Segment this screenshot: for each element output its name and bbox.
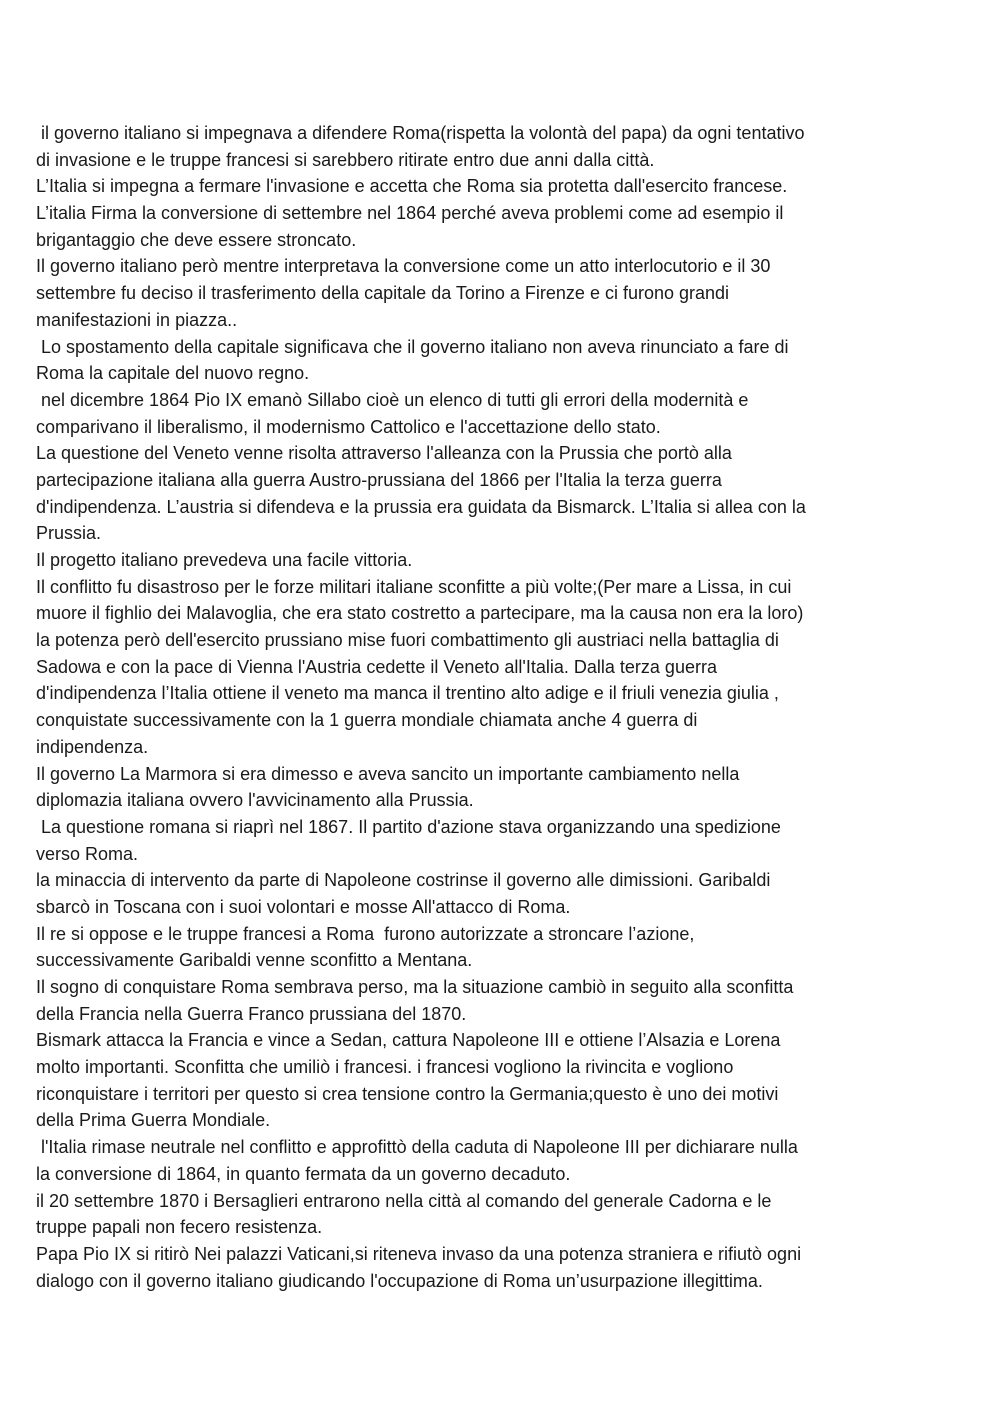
text-line: della Francia nella Guerra Franco prussiana del 1870. (36, 1003, 467, 1024)
text-line: Lo spostamento della capitale significava che il governo italiano non aveva rinunciato a fare di (36, 336, 789, 357)
text-line: la conversione di 1864, in quanto fermata da un governo decaduto. (36, 1163, 571, 1184)
text-line: La questione del Veneto venne risolta attraverso l'alleanza con la Prussia che portò alla (36, 443, 732, 464)
text-line: la potenza però dell'esercito prussiano mise fuori combattimento gli austriaci nella battaglia di (36, 630, 779, 651)
text-line: la minaccia di intervento da parte di Napoleone costrinse il governo alle dimissioni. Garibaldi (36, 870, 771, 891)
text-line: il 20 settembre 1870 i Bersaglieri entrarono nella città al comando del generale Cadorna e le (36, 1190, 772, 1211)
text-line: Il sogno di conquistare Roma sembrava perso, ma la situazione cambiò in seguito alla sconfitta (36, 977, 794, 997)
text-line: dialogo con il governo italiano giudicando l'occupazione di Roma un’usurpazione illegittima. (36, 1270, 763, 1291)
text-line: brigantaggio che deve essere stroncato. (36, 229, 357, 250)
text-line: indipendenza. (36, 736, 149, 757)
text-line: Il governo italiano però mentre interpretava la conversione come un atto interlocutorio e il 30 (36, 256, 771, 277)
text-line: Prussia. (36, 523, 102, 544)
text-line: Sadowa e con la pace di Vienna l'Austria cedette il Veneto all'Italia. Dalla terza guerra (36, 656, 717, 677)
text-line: di invasione e le truppe francesi si sarebbero ritirate entro due anni dalla città. (36, 149, 655, 170)
text-line: Il conflitto fu disastroso per le forze militari italiane sconfitte a più volte;(Per mare a Lissa, in cui (36, 576, 792, 597)
text-line: d'indipendenza l’Italia ottiene il veneto ma manca il trentino alto adige e il friuli venezia giulia , (36, 683, 779, 704)
text-line: settembre fu deciso il trasferimento della capitale da Torino a Firenze e ci furono grandi (36, 283, 730, 304)
text-line: verso Roma. (36, 843, 139, 864)
text-line: Bismark attacca la Francia e vince a Sedan, cattura Napoleone III e ottiene l’Alsazia e Lorena (36, 1030, 781, 1051)
text-line: L’Italia si impegna a fermare l'invasione e accetta che Roma sia protetta dall'esercito francese. (36, 176, 788, 197)
text-line: La questione romana si riaprì nel 1867. Il partito d'azione stava organizzando una spedizione (36, 816, 781, 837)
text-line: molto importanti. Sconfitta che umiliò i francesi. i francesi vogliono la rivincita e vogliono (36, 1057, 734, 1078)
text-line: il governo italiano si impegnava a difendere Roma(rispetta la volontà del papa) da ogni tentativo (36, 123, 805, 143)
text-line: manifestazioni in piazza.. (36, 309, 238, 330)
text-line: comparivano il liberalismo, il modernismo Cattolico e l'accettazione dello stato. (36, 416, 661, 437)
text-line: sbarcò in Toscana con i suoi volontari e mosse All'attacco di Roma. (36, 896, 571, 917)
text-line: partecipazione italiana alla guerra Austro-prussiana del 1866 per l'Italia la terza guerra (36, 469, 722, 490)
document-body (36, 120, 966, 1294)
text-line: diplomazia italiana ovvero l'avvicinamento alla Prussia. (36, 790, 474, 811)
text-line: Roma la capitale del nuovo regno. (36, 363, 310, 384)
text-line: d'indipendenza. L’austria si difendeva e la prussia era guidata da Bismarck. L’Italia si allea con la (36, 496, 806, 517)
text-line: Il governo La Marmora si era dimesso e aveva sancito un importante cambiamento nella (36, 763, 740, 784)
text-line: truppe papali non fecero resistenza. (36, 1217, 323, 1238)
text-line: nel dicembre 1864 Pio IX emanò Sillabo cioè un elenco di tutti gli errori della modernità e (36, 389, 749, 410)
text-line: successivamente Garibaldi venne sconfitto a Mentana. (36, 950, 473, 971)
text-line: muore il fighlio dei Malavoglia, che era stato costretto a partecipare, ma la causa non era la loro) (36, 603, 804, 624)
text-line: della Prima Guerra Mondiale. (36, 1110, 271, 1131)
text-line: Il re si oppose e le truppe francesi a Roma furono autorizzate a stroncare l’azione, (36, 923, 695, 944)
text-line: conquistate successivamente con la 1 guerra mondiale chiamata anche 4 guerra di (36, 710, 698, 731)
text-line: Papa Pio IX si ritirò Nei palazzi Vaticani,si riteneva invaso da una potenza straniera e rifiutò ogni (36, 1243, 802, 1264)
text-line: Il progetto italiano prevedeva una facile vittoria. (36, 550, 413, 570)
text-line: l'Italia rimase neutrale nel conflitto e approfittò della caduta di Napoleone III per dichiarare nulla (36, 1137, 798, 1158)
text-line: riconquistare i territori per questo si crea tensione contro la Germania;questo è uno dei motivi (36, 1083, 779, 1104)
text-line: L’italia Firma la conversione di settembre nel 1864 perché aveva problemi come ad esempio il (36, 203, 784, 224)
